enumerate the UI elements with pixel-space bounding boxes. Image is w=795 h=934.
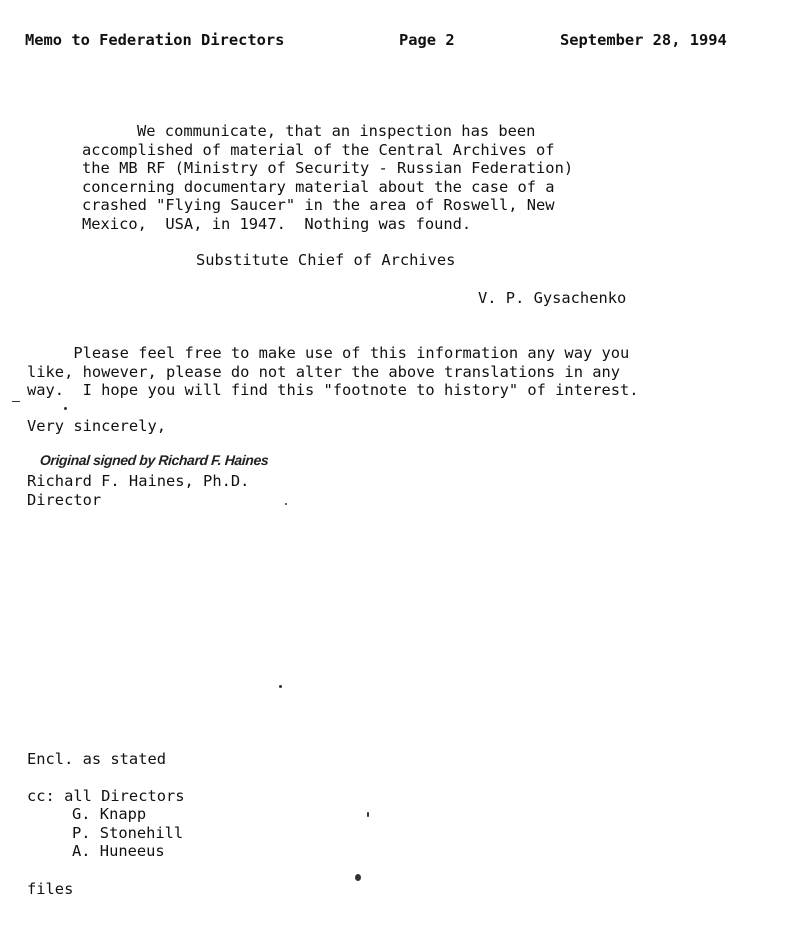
enclosure-note: Encl. as stated: [27, 750, 166, 768]
quote-line: the MB RF (Ministry of Security - Russian Federation): [82, 159, 574, 177]
quote-line: accomplished of material of the Central Archives of: [82, 140, 555, 159]
cc-label: cc: all Directors: [27, 787, 185, 805]
cc-recipient: G. Knapp: [72, 805, 147, 823]
memo-header-date: September 28, 1994: [560, 31, 727, 49]
body-paragraph: [27, 344, 639, 400]
quote-line: concerning documentary material about the case of a: [82, 177, 555, 196]
body-line: Please feel free to make use of this information any way you: [27, 344, 630, 362]
scan-speck: [279, 685, 282, 688]
cc-recipient-list: [72, 805, 183, 861]
sender-name: Richard F. Haines, Ph.D.: [27, 472, 250, 490]
sender-block: [27, 472, 249, 509]
quote-line: crashed "Flying Saucer" in the area of Roswell, New: [82, 196, 555, 214]
scan-speck: [355, 874, 361, 881]
files-note: files: [27, 880, 74, 898]
body-line: like, however, please do not alter the above translations in any: [27, 362, 621, 381]
cc-recipient: A. Huneeus: [72, 842, 165, 860]
signature-stamp: Original signed by Richard F. Haines: [39, 452, 269, 468]
cc-recipient: P. Stonehill: [72, 823, 184, 842]
scan-speck: [64, 407, 67, 410]
quoted-archive-statement: [82, 122, 573, 233]
body-line: way. I hope you will find this "footnote to history" of interest.: [27, 381, 639, 399]
scan-speck: [12, 401, 20, 402]
quote-signatory-title: Substitute Chief of Archives: [196, 251, 456, 269]
quote-line: We communicate, that an inspection has been: [137, 122, 536, 140]
closing-salutation: Very sincerely,: [27, 417, 166, 435]
quote-signatory-name: V. P. Gysachenko: [478, 289, 627, 307]
sender-title: Director: [27, 490, 102, 509]
quote-line: Mexico, USA, in 1947. Nothing was found.: [82, 214, 472, 233]
scan-speck: [285, 503, 287, 505]
memo-header-page-number: Page 2: [399, 31, 455, 49]
scan-speck: [367, 812, 369, 817]
memo-header-recipient: Memo to Federation Directors: [25, 31, 285, 49]
